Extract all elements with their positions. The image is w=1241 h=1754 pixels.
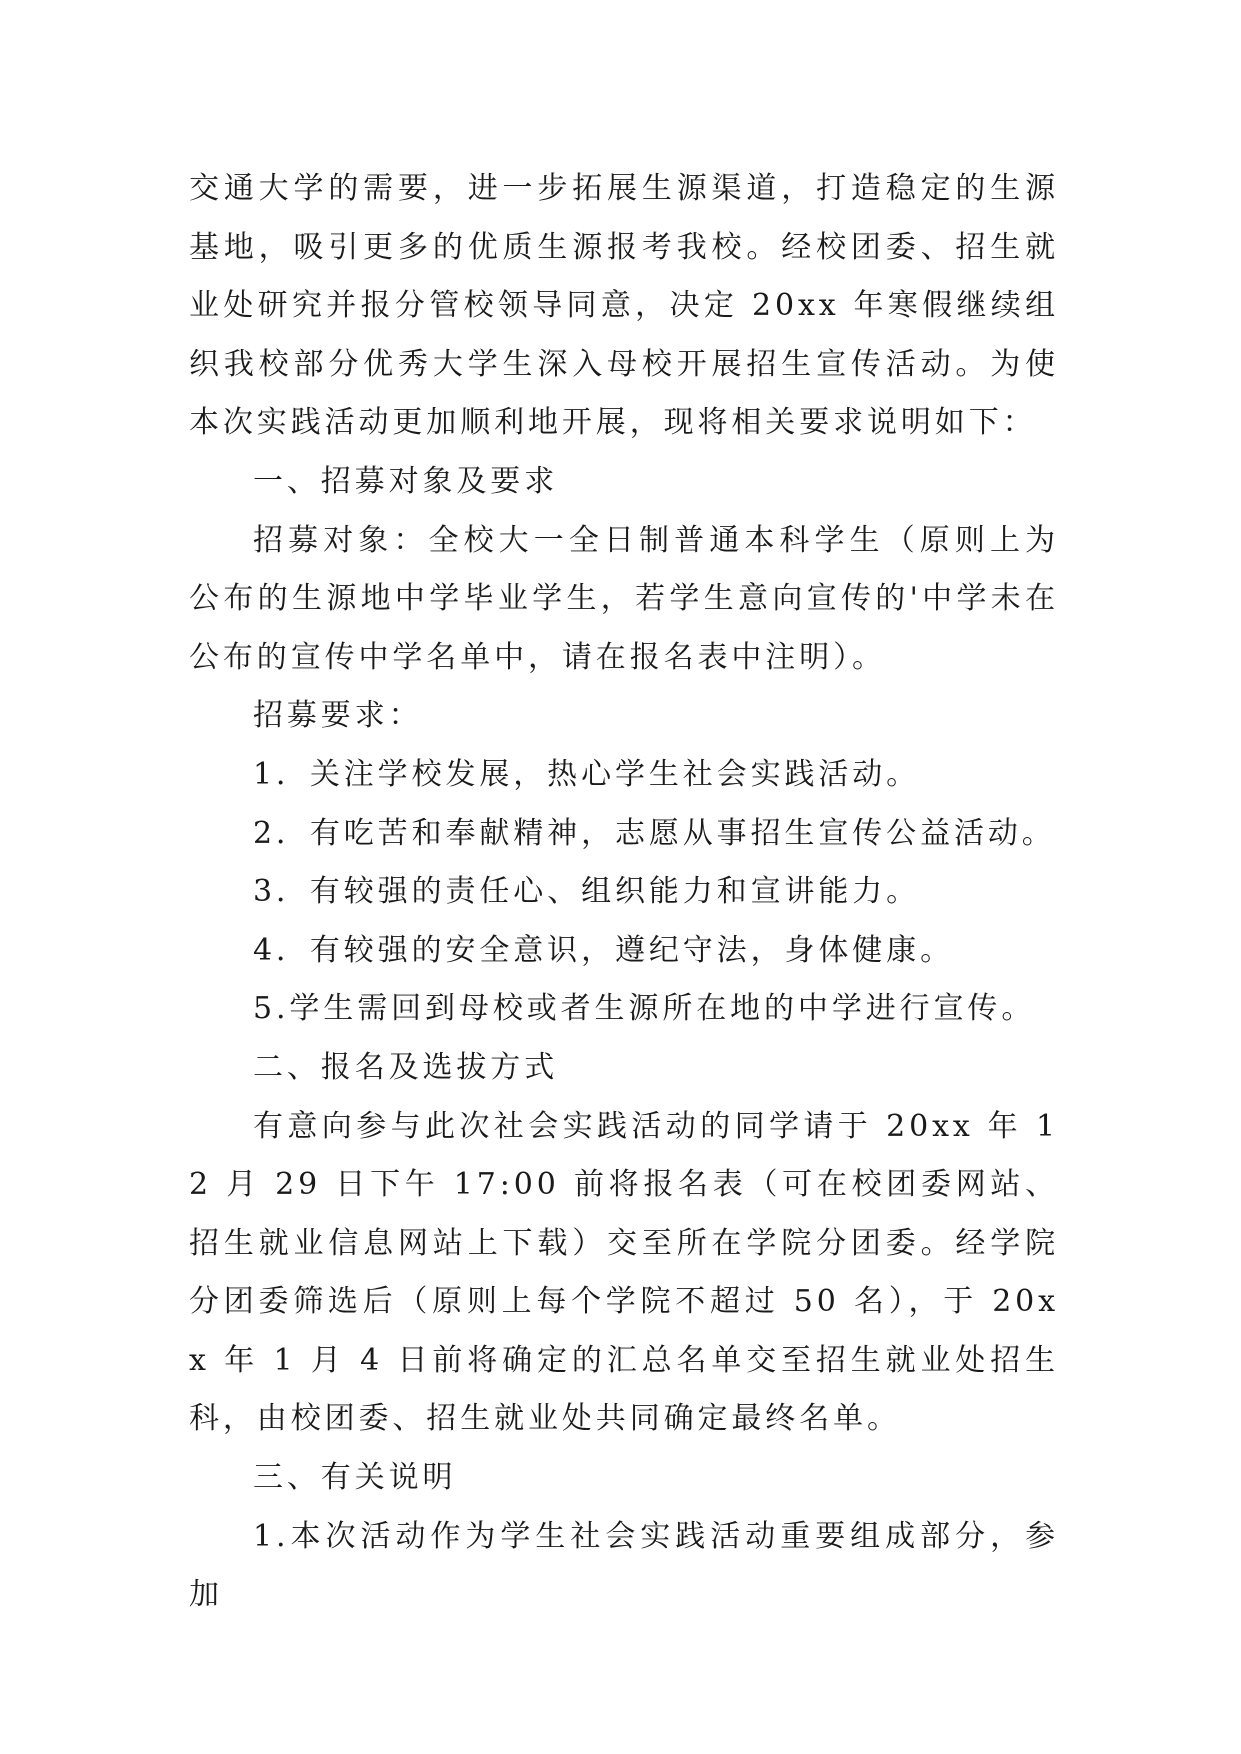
paragraph-recruitment-target: 招募对象：全校大一全日制普通本科学生（原则上为公布的生源地中学毕业学生，若学生意向宣传的'中学未在公布的宣传中学名单中，请在报名表中注明）。 <box>189 522 1059 675</box>
document-body <box>189 160 1059 1625</box>
list-item-requirement-1: 1．关注学校发展，热心学生社会实践活动。 <box>253 756 921 792</box>
section-heading-recruitment: 一、招募对象及要求 <box>253 463 559 499</box>
paragraph-registration-details: 有意向参与此次社会实践活动的同学请于 20xx 年 12 月 29 日下午 17:00 前将报名表（可在校团委网站、招生就业信息网站上下载）交至所在学院分团委。经学院分团委筛选后（原则上每个学院不超过 50 名），于 20xx 年 1 月 4 日前将确定的汇总名单交至招生就业处招生科，由校团委、招生就业处共同确定最终名单。 <box>189 1108 1059 1437</box>
list-item-requirement-2: 2．有吃苦和奉献精神，志愿从事招生宣传公益活动。 <box>253 815 1056 851</box>
list-item-requirement-3: 3．有较强的责任心、组织能力和宣讲能力。 <box>253 874 921 910</box>
section-heading-registration: 二、报名及选拔方式 <box>253 1049 559 1085</box>
paragraph-intro: 交通大学的需要，进一步拓展生源渠道，打造稳定的生源基地，吸引更多的优质生源报考我校。经校团委、招生就业处研究并报分管校领导同意，决定 20xx 年寒假继续组织我校部分优秀大学生深入母校开展招生宣传活动。为使本次实践活动更加顺利地开展，现将相关要求说明如下： <box>189 171 1059 441</box>
list-item-requirement-4: 4．有较强的安全意识，遵纪守法，身体健康。 <box>253 932 954 968</box>
list-item-requirement-5: 5.学生需回到母校或者生源所在地的中学进行宣传。 <box>253 991 1036 1027</box>
paragraph-note-1: 1.本次活动作为学生社会实践活动重要组成部分，参加 <box>189 1518 1059 1613</box>
paragraph-requirements-heading: 招募要求： <box>253 698 423 734</box>
section-heading-notes: 三、有关说明 <box>253 1460 457 1496</box>
